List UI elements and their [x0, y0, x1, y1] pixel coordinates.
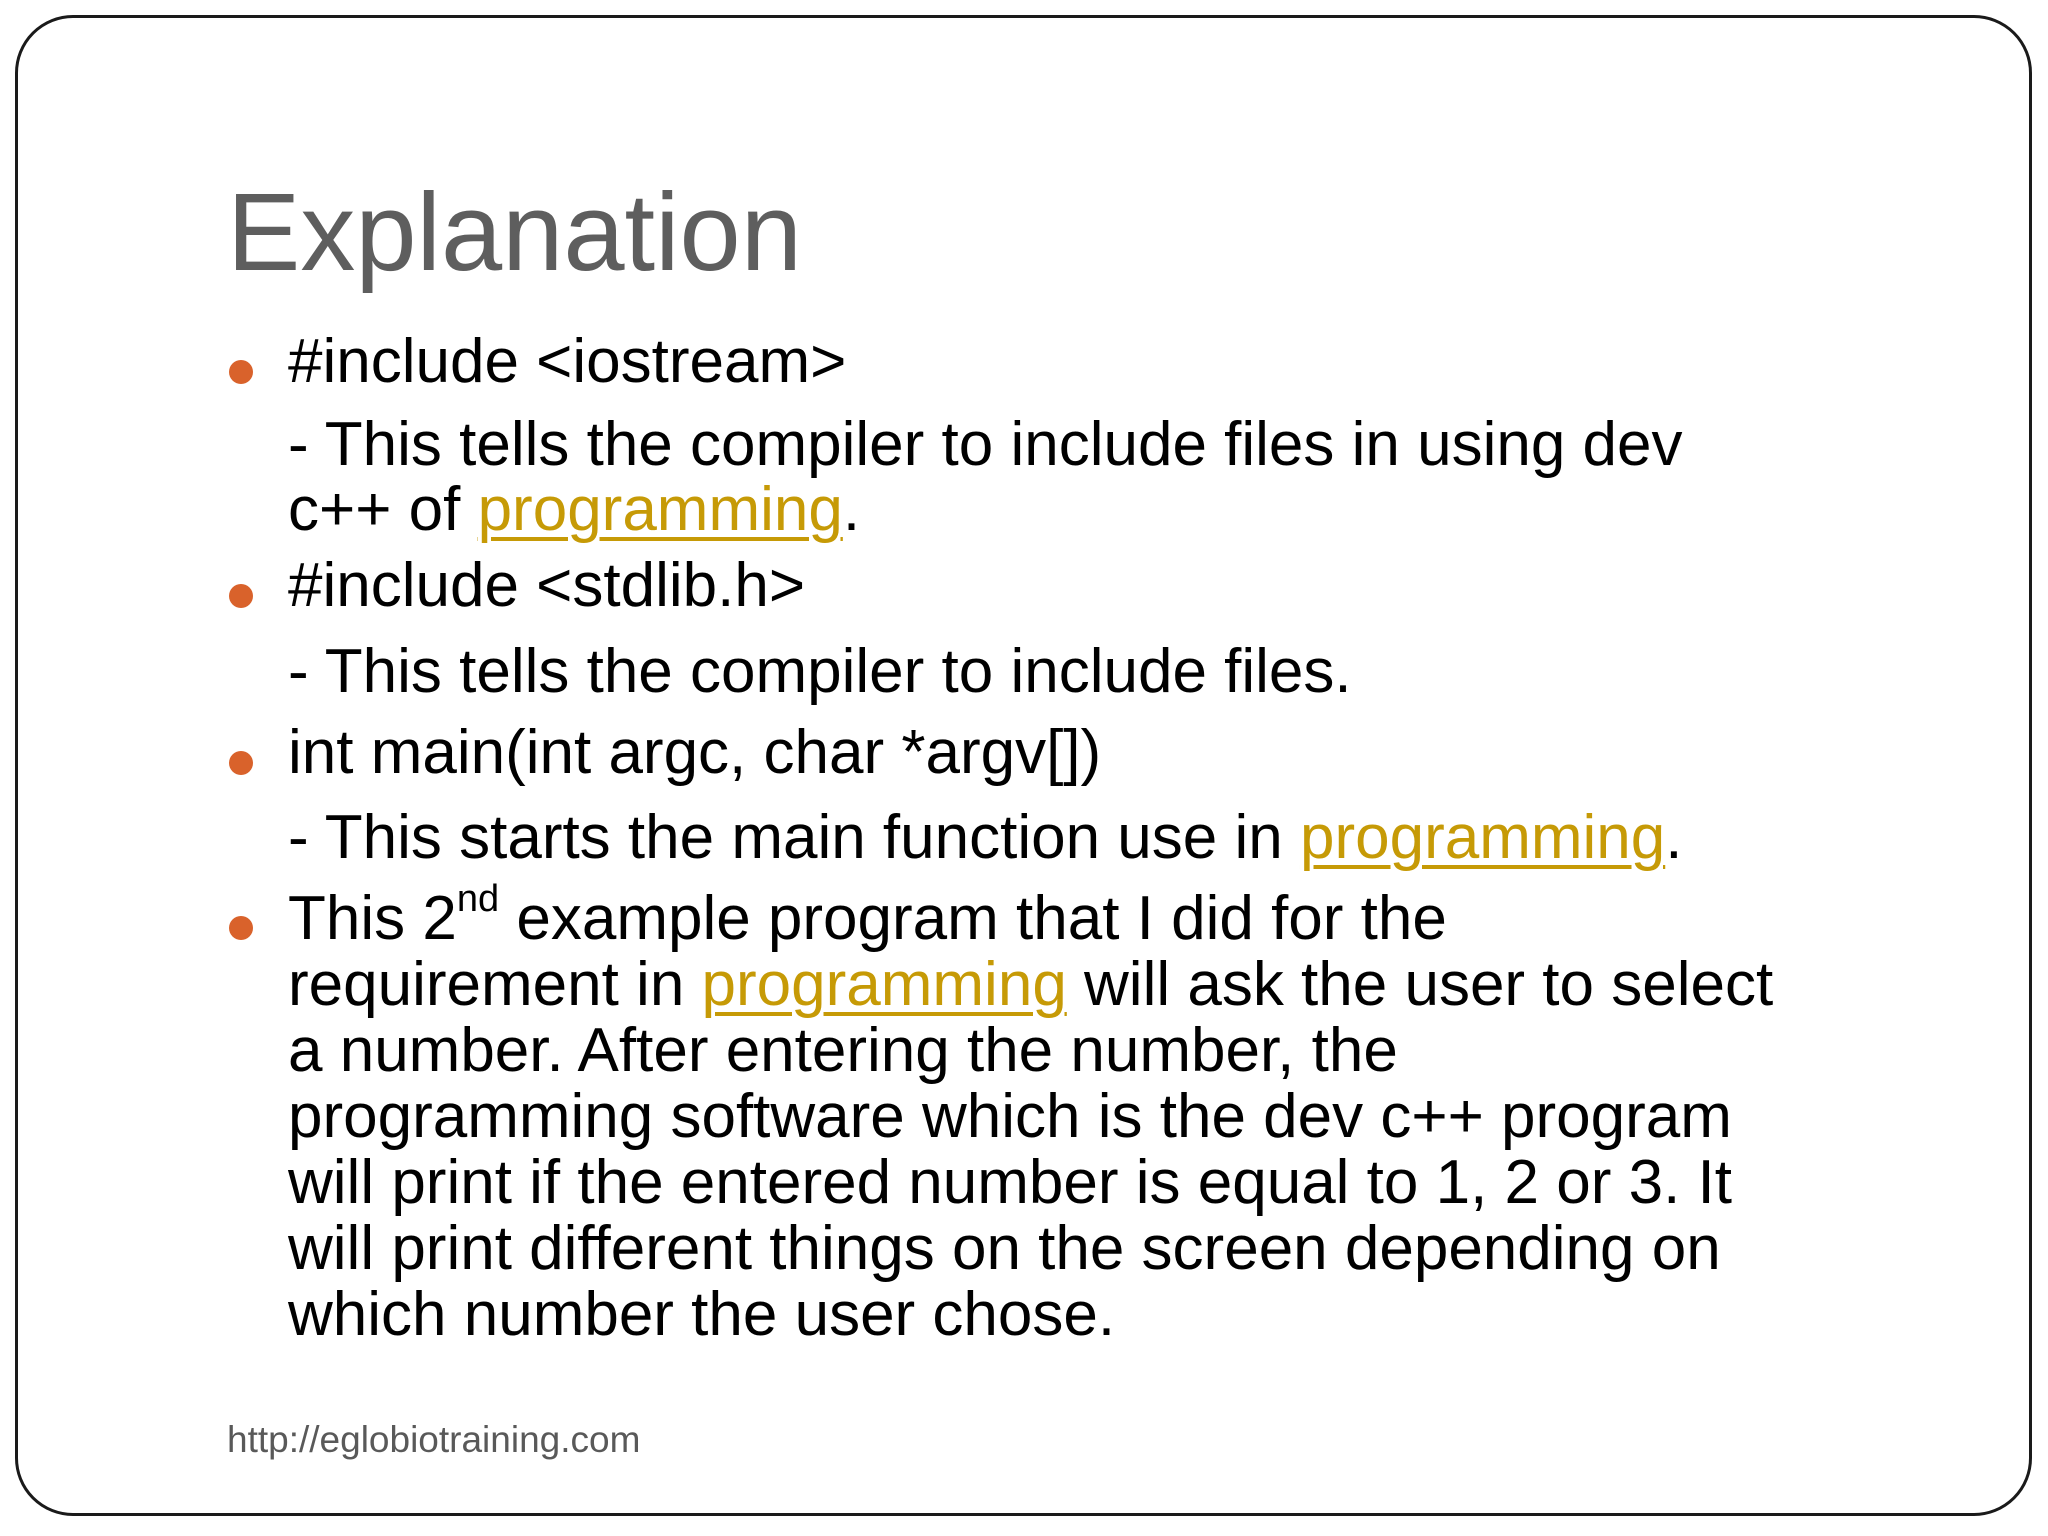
bullet-heading: #include <iostream>	[288, 327, 847, 396]
bullet-marker	[229, 751, 253, 775]
slide-title: Explanation	[227, 171, 802, 294]
paragraph-line	[288, 952, 1773, 1018]
bullet-marker	[229, 916, 253, 940]
bullet-heading: int main(int argc, char *argv[])	[288, 718, 1102, 787]
text-segment: .	[842, 475, 861, 544]
bullet-detail-line: - This tells the compiler to include files.	[288, 637, 1352, 706]
programming-link[interactable]: programming	[477, 475, 843, 544]
programming-link[interactable]: programming	[701, 950, 1067, 1019]
text-segment: c++ of	[288, 475, 478, 544]
programming-link[interactable]: programming	[1299, 803, 1666, 872]
paragraph-line: will print different things on the screen depending on	[288, 1214, 1721, 1283]
bullet-detail-line	[288, 477, 860, 543]
text-segment: will ask the user to select	[1066, 950, 1774, 1019]
bullet-marker	[229, 360, 253, 384]
bullet-marker	[229, 584, 253, 608]
paragraph-line: programming software which is the dev c++ program	[288, 1082, 1732, 1151]
text-segment: requirement in	[288, 950, 702, 1019]
bullet-detail-line: - This tells the compiler to include files in using dev	[288, 410, 1683, 479]
paragraph-line: a number. After entering the number, the	[288, 1016, 1398, 1085]
bullet-heading: #include <stdlib.h>	[288, 551, 806, 620]
paragraph-line: which number the user chose.	[288, 1280, 1116, 1349]
bullet-detail-line	[288, 805, 1682, 871]
superscript: nd	[456, 878, 500, 921]
text-segment: .	[1665, 803, 1683, 872]
text-segment: This 2	[288, 884, 457, 953]
text-segment: - This starts the main function use in	[288, 803, 1300, 872]
footer-url: http://eglobiotraining.com	[227, 1419, 641, 1460]
paragraph-line: will print if the entered number is equal to 1, 2 or 3. It	[288, 1148, 1732, 1217]
text-segment: example program that I did for the	[499, 884, 1447, 953]
paragraph-line	[288, 878, 1447, 953]
